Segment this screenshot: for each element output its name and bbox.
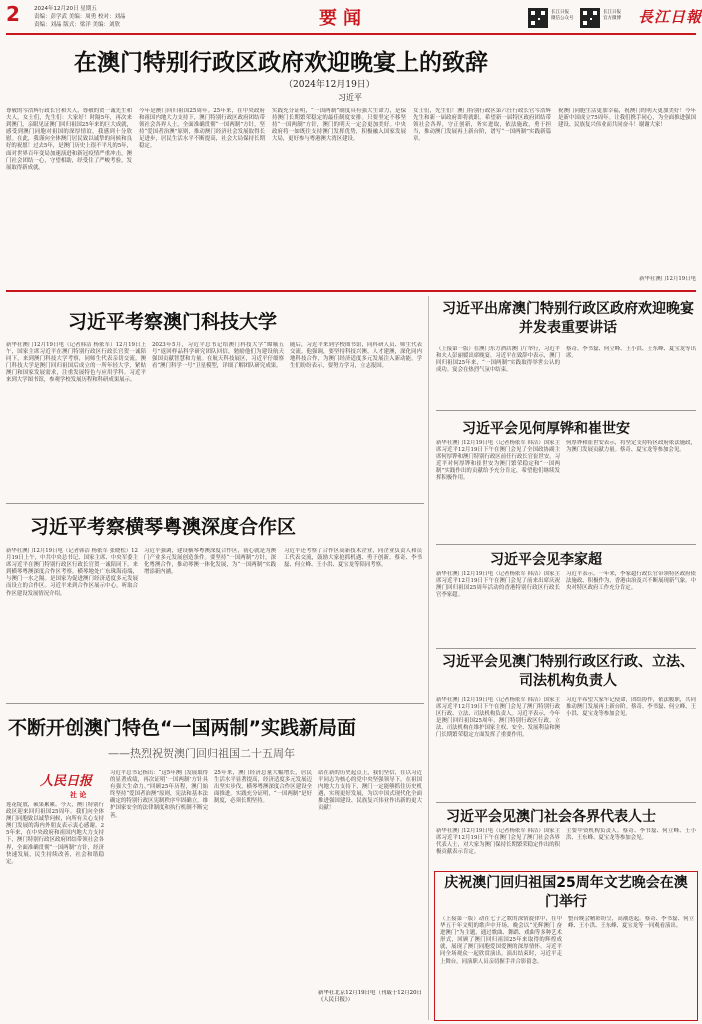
article-title-university: 习近平考察澳门科技大学 [68, 311, 278, 333]
header-rule [6, 33, 696, 35]
divider [436, 648, 696, 649]
lead-column-1: 尊敬的岑浩辉行政长官和夫人，尊敬的贺一诚先生和夫人，女士们，先生们：大家好！时隔5年，再次来到澳门，亲眼见证澳门回归祖国25年来的巨大成就，感受到澳门同胞对祖国的深厚情谊，我感到十分欣慰。在此，我谨向全体澳门居民致以诚挚的问候和良好的祝愿！过去5年，是澳门历史上很不平凡的5年，面对世界百年变局加速演进和新冠疫情严重冲击，澳门社会团结一心，守望相助，经受住了严峻考验，发展取得新成就。 [6, 108, 132, 171]
article-title-institutions: 习近平会见澳门特别行政区行政、立法、司法机构负责人 [442, 654, 694, 689]
article-body: 习近平表示，一年来，李家超行政长官带领特区政府依法施政、积极作为，香港由治及兴不断展现新气象。中央对特区政府工作充分肯定。 [566, 571, 696, 592]
divider [436, 544, 696, 545]
section-title: 要闻 [319, 8, 367, 29]
article-body: 习近平希望大家牢记使命，团结协作，依法履职，共同推动澳门发展再上新台阶。蔡奇、李书磊、何立峰、王小洪、夏宝龙等参加会见。 [566, 697, 696, 718]
article-body: 新华社澳门12月19日电（记者杨依军 韩洁）国家主席习近平12月19日下午在澳门会见了澳门社会各界代表人士，对大家为澳门保持长期繁荣稳定作出的积极贡献表示肯定。 [436, 828, 560, 856]
editorial-subtitle: ——热烈祝贺澳门回归祖国二十五周年 [108, 747, 295, 760]
article-body: （上接第一版）动在七子之歌的深情旋律中，在中华五千年文明的歌声中开场。晚会以“光辉澳门 奋进澳门”为主题，通过歌曲、舞蹈、戏曲等多种艺术形式，回顾了澳门回归祖国25年来取得的辉煌成就，展现了澳门同胞爱国爱澳的深厚情怀。习近平同全场观众一起欣赏演出，演出结束时，习近平走上舞台，同演职人员亲切握手并合影留念。 [440, 916, 562, 965]
editorial-column-3: 25年来，澳门经济总量大幅增长，居民生活水平显著提高，经济适度多元发展迈出坚实步伐，横琴粤澳深度合作区建设全面推进。实践充分证明，“一国两制”是好制度，必须长期坚持。 [214, 770, 312, 805]
editorial-column-1: 莲花绽放，硕果累累。今天，澳门特别行政区迎来回归祖国25周年。我们向全体澳门同胞致以诚挚问候，向所有关心支持澳门发展的海内外朋友表示衷心感谢。25年来，在中央政府和祖国内地大力支持下，澳门特别行政区政府团结带领社会各界，全面准确贯彻“一国两制”方针，经济快速发展，民生持续改善，社会和谐稳定。 [6, 802, 104, 865]
qr-code-icon [580, 8, 600, 28]
qr-code-icon [528, 8, 548, 28]
editorial-source: 新华社北京12月19日电（刊载于12月20日《人民日报》） [318, 990, 422, 1004]
page-number: 2 [6, 2, 20, 26]
article-body: 主要中资机构负责人。蔡奇、李书磊、何立峰、王小洪、王东峰、夏宝龙等参加会见。 [566, 828, 696, 842]
article-body: 习近平强调，建设横琴粤澳深度合作区，初心就是为澳门产业多元发展创造条件。要坚持“一国两制”方针，深化粤澳合作，推动琴澳一体化发展，为“一国两制”实践增添新内涵。 [144, 548, 276, 576]
article-body: 整台晚会精彩纷呈，高潮迭起。蔡奇、李书磊、何立峰、王小洪、王东峰、夏宝龙等一同观看演出。 [568, 916, 694, 930]
qr2-caption: 长江日报 官方微博 [603, 10, 621, 21]
lead-column-5: 祝澳门同胞生活更加幸福，祝澳门的明天更加美好！今年是新中国成立75周年。让我们携手同心，为全面推进强国建设、民族复兴伟业而共同奋斗！谢谢大家！ [558, 108, 696, 129]
article-body: 习近平还考察了合作区高新技术企业，同企业负责人和员工代表交流，鼓励大家抢抓机遇、勇于创新。蔡奇、李书磊、何立峰、王小洪、夏宝龙等陪同考察。 [284, 548, 422, 569]
section-rule [6, 290, 696, 292]
article-title-gala: 庆祝澳门回归祖国25周年文艺晚会在澳门举行 [444, 875, 688, 910]
lead-column-2: 今年是澳门回归祖国25周年。25年来，在中央政府和祖国内地大力支持下，澳门特别行政区政府团结带领社会各界人士，全面准确贯彻“一国两制”方针，坚持“爱国者治澳”原则，推动澳门经济社会发展取得长足进步，居民生活水平不断提高，社会大局保持长期稳定。 [139, 108, 265, 150]
newspaper-logo: 長江日報 [638, 8, 702, 26]
article-body: （上接第一版）在澳门东方酒店澳门厅举行，习近平和夫人彭丽媛出席晚宴。习近平在致辞中表示，澳门回归祖国25年来，“一国两制”实践取得举世公认的成功。宴会在热烈气氛中结束。 [436, 346, 560, 374]
article-title-hengqin: 习近平考察横琴粤澳深度合作区 [30, 516, 297, 538]
lead-date: （2024年12月19日） [284, 80, 375, 90]
qr1-caption: 长江日报 微信公众号 [551, 10, 574, 21]
article-body: 新华社澳门12月19日电（记者韩洁 杨依军）12月19日上午，国家主席习近平在澳门特别行政区行政长官贺一诚陪同下，来到澳门科技大学考察，同师生代表亲切交流。澳门科技大学是澳门回归祖国后成立的一所年轻大学，紧贴澳门和国家发展需求，注重发展特色与应用学科。习近平来到大学图书馆，参观学校发展历程和科研成果展示。 [6, 342, 146, 384]
editorial-title: 不断开创澳门特色“一国两制”实践新局面 [8, 717, 356, 739]
article-title-community: 习近平会见澳门社会各界代表人士 [446, 809, 656, 825]
divider [6, 503, 424, 504]
article-body: 新华社澳门12月19日电（记者杨依军 韩洁）国家主席习近平12月19日下午在澳门会见了前来出席庆祝澳门回归祖国25周年活动的香港特别行政区行政长官李家超。 [436, 571, 560, 599]
article-body: 何厚铧和崔世安表示，将坚定支持特区政府依法施政，为澳门发展贡献力量。蔡奇、夏宝龙等参加会见。 [566, 440, 696, 454]
divider [436, 410, 696, 411]
lead-column-3: 实践充分证明，“一国两制”制度具有强大生命力，是保持澳门长期繁荣稳定的最佳制度安排。只要坚定不移坚持“一国两制”方针，澳门的明天一定会更加美好。中央政府将一如既往支持澳门发挥优势，积极融入国家发展大局，更好参与粤港澳大湾区建设。 [272, 108, 406, 143]
article-body: 蔡奇、李书磊、何立峰、王小洪、王东峰、夏宝龙等出席。 [566, 346, 696, 360]
lead-source: 新华社澳门12月19日电 [639, 276, 696, 282]
article-body: 随后，习近平来到学校图书馆，同科研人员、师生代表交流。他强调，要坚持科技兴澳、人才建澳，深化同内地科技合作，为澳门经济适度多元发展注入新动能。学生们纷纷表示，要努力学习，立志报国。 [290, 342, 422, 370]
divider [436, 802, 696, 803]
article-body: 2023年5月，习近平总书记给澳门科技大学“嫦娥五号”返回样品科学研究团队回信，勉励他们为建设航天强国贡献智慧和力量。在航天科技展区，习近平仔细察看“澳门科学一号”卫星模型，详细了解团队研究成果。 [152, 342, 284, 370]
lead-author: 习近平 [338, 93, 362, 102]
divider [6, 703, 424, 704]
lead-title: 在澳门特别行政区政府欢迎晚宴上的致辞 [74, 50, 488, 76]
article-body: 新华社澳门12月19日电（记者杨依军 韩洁）国家主席习近平12月19日下午在澳门会见了全国政协副主席何厚铧和澳门特别行政区前任行政长官崔世安。习近平对何厚铧和崔世安为澳门繁荣稳定和“一国两制”实践作出的贡献给予充分肯定，希望他们继续发挥积极作用。 [436, 440, 560, 482]
paper-logo: 人民日报 [40, 774, 93, 789]
editorial-column-4: 站在新的历史起点上，我们坚信，在以习近平同志为核心的党中央坚强领导下，在祖国内地大力支持下，澳门一定能够抓住历史机遇，实现更好发展，为以中国式现代化全面推进强国建设、民族复兴伟业作出新的更大贡献！ [318, 770, 422, 812]
page-info: 2024年12月20日 星期五 责编：彭学武 美编：周勇 校对：刘晶 责编：刘晶 版式：梁洋 美编：刘欣 [34, 6, 126, 28]
article-title-meeting-lee: 习近平会见李家超 [490, 552, 602, 568]
lead-column-4: 女士们，先生们！澳门特别行政区第六任行政长官岑浩辉先生和新一届政府即将就职。希望新一届特区政府团结带领社会各界，守正创新，务实进取，依法施政，勇于担当，推动澳门发展再上新台阶，谱写“一国两制”实践新篇章。 [413, 108, 551, 143]
article-body: 新华社澳门12月19日电（记者杨依军 韩洁）国家主席习近平12月19日下午在澳门会见了澳门特别行政区行政、立法、司法机构负责人。习近平表示，今年是澳门回归祖国25周年。澳门特别行政区行政、立法、司法机构在维护国家主权、安全、发展利益和澳门长期繁荣稳定方面发挥了重要作用。 [436, 697, 560, 739]
article-title-banquet: 习近平出席澳门特别行政区政府欢迎晚宴并发表重要讲话 [442, 301, 694, 336]
editorial-label: 社 论 [70, 790, 87, 799]
editorial-column-2: 习近平总书记指出：“这5年澳门发展取得的显著成绩，再次证明‘一国两制’方针具有强大生命力。”回顾25年历程，澳门始终坚持“爱国者治澳”原则，宪法和基本法确定的特别行政区宪制秩序牢固确立，维护国家安全的法律制度和执行机制不断完善。 [110, 770, 208, 819]
article-body: 新华社澳门12月19日电（记者韩洁 杨依军 张晓松）12月19日上午，中共中央总书记、国家主席、中央军委主席习近平在澳门特别行政区行政长官贺一诚陪同下，来到横琴粤澳深度合作区考察。横琴地处广东珠海南端，与澳门一水之隔。是国家为促进澳门经济适度多元发展而设立的合作区。习近平来到合作区展示中心，听取合作区建设发展情况介绍。 [6, 548, 138, 597]
article-title-meeting-ho-chui: 习近平会见何厚铧和崔世安 [462, 421, 630, 437]
column-divider [428, 296, 429, 1020]
